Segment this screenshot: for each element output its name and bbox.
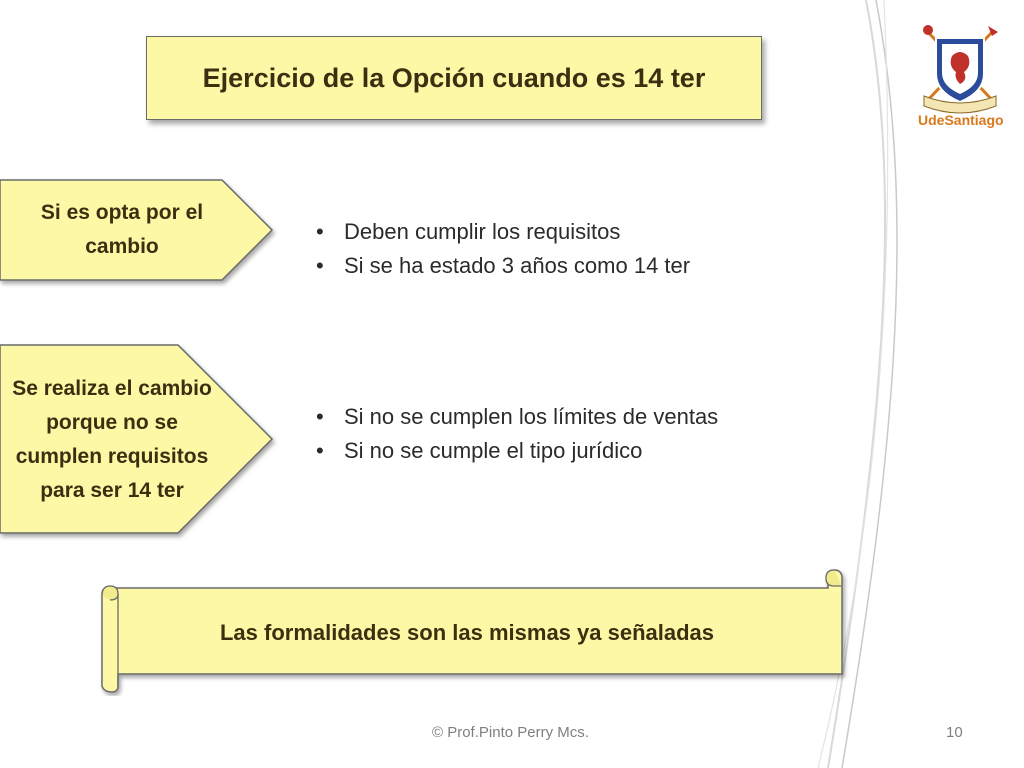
page-number: 10 [946,724,963,741]
footer-author: © Prof.Pinto Perry Mcs. [432,724,589,741]
arrow-box-1-label: Si es opta por el cambio [40,201,204,258]
bullet-item: • Deben cumplir los requisitos [312,215,792,249]
bullet-list-2 [312,400,732,468]
logo-wordmark: UdeSantiago [918,112,1004,128]
bullet-item: • Si no se cumple el tipo jurídico [312,434,732,468]
bullet-item: • Si no se cumplen los límites de ventas [312,400,732,434]
title-box [146,36,762,120]
slide-title: Ejercicio de la Opción cuando es 14 ter [202,62,706,93]
banner-text: Las formalidades son las mismas ya señaladas [219,620,715,645]
bullet-list-1 [312,215,792,283]
arrow-box-2-label: Se realiza el cambio porque no se cumplen requisitos para ser 14 ter [12,377,212,502]
bullet-item: • Si se ha estado 3 años como 14 ter [312,249,792,283]
